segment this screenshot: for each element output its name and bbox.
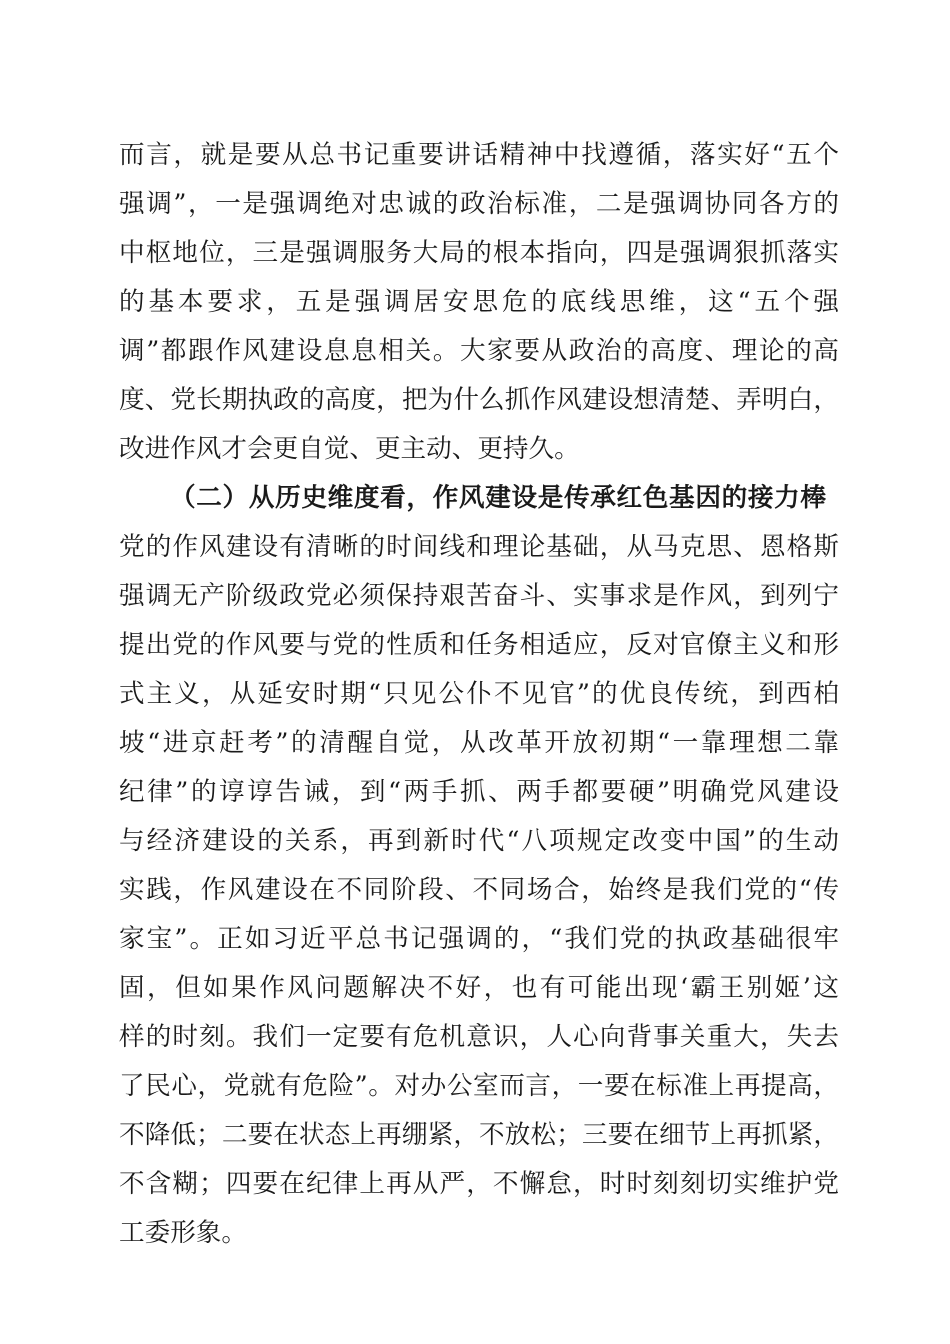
paragraph-1-line-3: 中枢地位，三是强调服务大局的根本指向，四是强调狠抓落实	[119, 238, 839, 268]
paragraph-1-line-7: 改进作风才会更自觉、更主动、更持久。	[119, 434, 580, 464]
paragraph-2-line-8: 实践，作风建设在不同阶段、不同场合，始终是我们党的“传	[119, 875, 839, 905]
paragraph-1-line-5: 调”都跟作风建设息息相关。大家要从政治的高度、理论的高	[119, 336, 839, 366]
paragraph-2-line-13: 不降低；二要在状态上再绷紧，不放松；三要在细节上再抓紧，	[119, 1120, 839, 1150]
paragraph-2-line-7: 与经济建设的关系，再到新时代“八项规定改变中国”的生动	[119, 826, 839, 856]
paragraph-1-line-4: 的基本要求，五是强调居安思危的底线思维，这“五个强	[119, 287, 839, 317]
paragraph-2-line-1: 党的作风建设有清晰的时间线和理论基础，从马克思、恩格斯	[119, 532, 839, 562]
paragraph-2-line-2: 强调无产阶级政党必须保持艰苦奋斗、实事求是作风，到列宁	[119, 581, 839, 611]
paragraph-2-line-14: 不含糊；四要在纪律上再从严，不懈怠，时时刻刻切实维护党	[119, 1169, 839, 1199]
paragraph-2-line-5: 坡“进京赶考”的清醒自觉，从改革开放初期“一靠理想二靠	[119, 728, 839, 758]
paragraph-1-line-6: 度、党长期执政的高度，把为什么抓作风建设想清楚、弄明白，	[119, 385, 839, 415]
paragraph-2-line-9: 家宝”。正如习近平总书记强调的，“我们党的执政基础很牢	[119, 924, 839, 954]
paragraph-2-line-12: 了民心，党就有危险”。对办公室而言，一要在标准上再提高，	[119, 1071, 839, 1101]
paragraph-2-line-6: 纪律”的谆谆告诫，到“两手抓、两手都要硬”明确党风建设	[119, 777, 839, 807]
paragraph-1-line-2: 强调”，一是强调绝对忠诚的政治标准，二是强调协同各方的	[119, 189, 839, 219]
paragraph-2-line-10: 固，但如果作风问题解决不好，也有可能出现‘霸王别姬’这	[119, 973, 839, 1003]
paragraph-2-line-3: 提出党的作风要与党的性质和任务相适应，反对官僚主义和形	[119, 630, 839, 660]
paragraph-1-line-1: 而言，就是要从总书记重要讲话精神中找遵循，落实好“五个	[119, 140, 839, 170]
paragraph-2-line-15: 工委形象。	[119, 1218, 247, 1248]
paragraph-2-line-11: 样的时刻。我们一定要有危机意识，人心向背事关重大，失去	[119, 1022, 839, 1052]
paragraph-2-line-4: 式主义，从延安时期“只见公仆不见官”的优良传统，到西柏	[119, 679, 839, 709]
section-heading: （二）从历史维度看，作风建设是传承红色基因的接力棒	[170, 483, 826, 513]
